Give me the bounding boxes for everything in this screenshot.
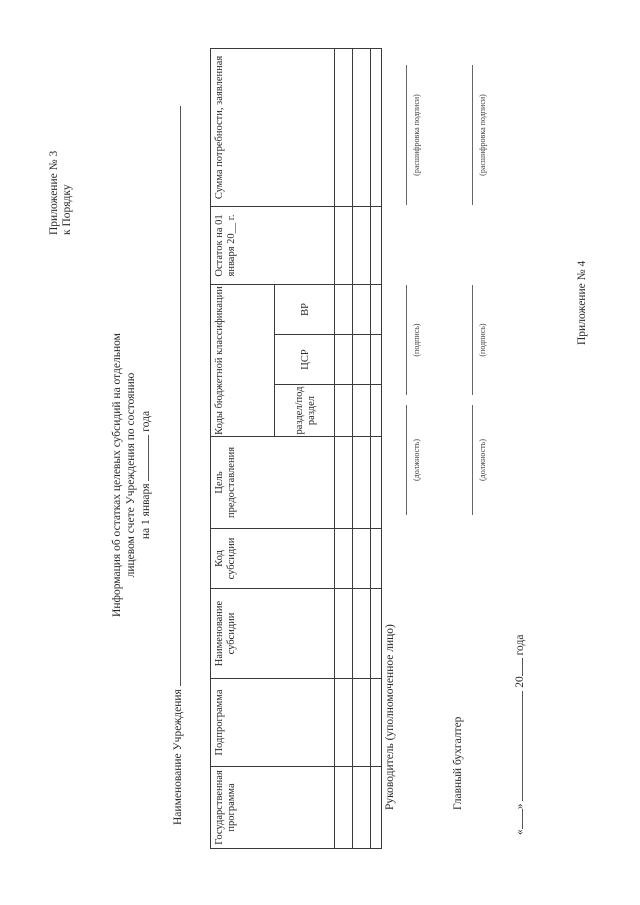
institution-row [170, 106, 184, 825]
col-section: раздел/под раздел [275, 385, 335, 437]
title-line-2: лицевом счете Учреждения по состоянию [125, 372, 137, 578]
accountant-decoding-line [472, 65, 473, 205]
month-blank [512, 691, 523, 801]
accountant-position-caption: (должность) [478, 439, 487, 481]
table-row [335, 48, 353, 848]
head-signature-label: Руководитель (уполномоченное лицо) [384, 624, 396, 810]
head-position-caption: (должность) [412, 439, 421, 481]
title-date-suffix: года [140, 410, 152, 432]
accountant-position-line [472, 405, 473, 515]
header-row-1 [211, 48, 275, 848]
col-need-sum: Сумма потребности, заявленная [211, 48, 335, 206]
col-subsidy-name: Наименование субсидии [211, 589, 335, 679]
accountant-signature-label: Главный бухгалтер [452, 716, 464, 810]
accountant-decoding-caption: (расшифровка подписи) [478, 94, 487, 176]
title-date-prefix: на 1 января [140, 483, 152, 540]
date-line [512, 635, 526, 835]
col-subprogram: Подпрограмма [211, 679, 335, 767]
head-decoding-line [406, 65, 407, 205]
head-signature-caption: (подпись) [412, 323, 421, 357]
subsidy-table [210, 48, 382, 849]
day-number-blank [512, 809, 523, 829]
document-title [110, 245, 153, 705]
col-balance: Остаток на 01 января 20__ г. [211, 206, 335, 284]
accountant-signature-line [472, 285, 473, 395]
day-blank [138, 435, 149, 481]
year-blank [512, 658, 523, 676]
date-open-quote: « [514, 829, 526, 835]
date-close-quote: » [514, 803, 526, 810]
institution-label: Наименование Учреждения [172, 689, 184, 825]
annex-3-label [48, 151, 74, 235]
col-state-program: Государственная программа [211, 767, 335, 849]
col-subsidy-code: Код субсидии [211, 529, 335, 589]
institution-blank [170, 106, 181, 686]
head-decoding-caption: (расшифровка подписи) [412, 94, 421, 176]
table-row [353, 48, 371, 848]
title-line-3 [138, 245, 153, 705]
col-purpose: Цель предоставления [211, 437, 335, 529]
date-year-suffix: года [514, 634, 526, 656]
date-year-prefix: 20 [514, 676, 526, 688]
accountant-signature-caption: (подпись) [478, 323, 487, 357]
head-signature-line [406, 285, 407, 395]
col-csr: ЦСР [275, 335, 335, 385]
annex-3-reference: к Порядку [61, 184, 73, 235]
title-line-1: Информация об остатках целевых субсидий на отдельном [111, 333, 123, 617]
col-vr: ВР [275, 284, 335, 334]
head-position-line [406, 405, 407, 515]
annex-3-number: Приложение № 3 [48, 150, 60, 235]
col-budget-codes: Коды бюджетной классификации [211, 284, 275, 436]
annex-4-label: Приложение № 4 [576, 260, 588, 345]
table-row [371, 48, 382, 848]
